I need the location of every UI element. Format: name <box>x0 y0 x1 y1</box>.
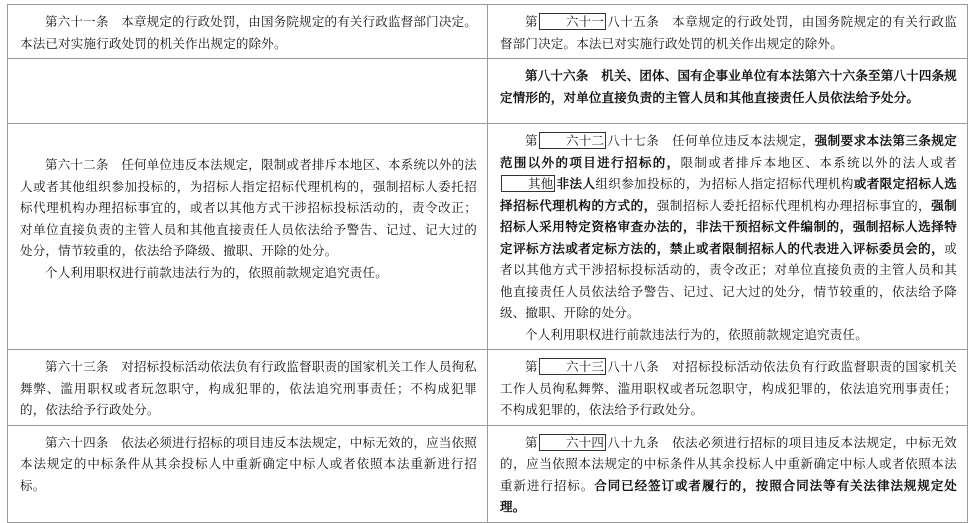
paragraph: 个人利用职权进行前款违法行为的，依照前款规定追究责任。 <box>45 264 388 280</box>
old-article-61 <box>8 5 488 59</box>
table-row <box>8 350 968 426</box>
deleted-article-number: 六十三 <box>539 358 606 375</box>
paragraph <box>500 432 957 518</box>
added-text: 强制招标人采用特定资格审查办法的，非法干预招标文件编制的，强制招标人选择特定评标方法或者定标方法的，禁止或者限制招标人的代表进入评标委员会的， <box>500 197 958 256</box>
new-article-88 <box>488 350 968 426</box>
added-text: 强制要求本法第三条规定范围以外的项目进行招标的， <box>500 133 957 170</box>
paragraph: 第六十一条 本章规定的行政处罚，由国务院规定的有关行政监督部门决定。本法已对实施行政处罚的机关作出规定的除外。 <box>20 14 477 51</box>
new-article-number: 八十八条 <box>607 359 660 374</box>
paragraph: 个人利用职权进行前款违法行为的，依照前款规定追究责任。 <box>525 326 868 342</box>
new-article-86 <box>488 59 968 124</box>
added-text: 或者限定招标人选择招标代理机构的方式的， <box>500 176 957 213</box>
article-prefix: 第 <box>525 359 538 374</box>
table-row <box>8 425 968 522</box>
old-article-63 <box>8 350 488 426</box>
new-article-number: 八十九条 <box>607 434 660 450</box>
paragraph <box>500 11 957 54</box>
old-article-64 <box>8 425 488 522</box>
old-article-62 <box>8 124 488 350</box>
comparison-table <box>7 4 968 523</box>
article-text: 依法必须进行招标的项目违反本法规定，中标无效的，应当依照本法规定的中标条件从其余投标人中重新确定中标人或者依照本法重新进行招标。 <box>500 434 957 493</box>
added-text: 非法人 <box>556 176 596 191</box>
paragraph: 第六十二条 任何单位违反本法规定，限制或者排斥本地区、本系统以外的法人或者其他组织参加投标的，为招标人指定招标代理机构的，强制招标人委托招标代理机构办理招标事宜的，或者以其他方式干涉招标投标活动的，责令改正；对单位直接负责的主管人员和其他直接责任人员依法给予警告、记过、记大过的处分，情节较重的，依法给予降级、撤职、开除的处分。 <box>20 157 477 258</box>
article-text: 强制招标人委托招标代理机构办理招标事宜的， <box>656 197 932 213</box>
article-prefix: 第 <box>525 434 538 450</box>
article-text: 限制或者排斥本地区、本系统以外的法人或者 <box>680 154 957 170</box>
deleted-article-number: 六十二 <box>539 132 606 149</box>
table-row <box>8 59 968 124</box>
added-text: 合同已经签订或者履行的，按照合同法等有关法律法规规定处理。 <box>500 477 957 514</box>
article-text: 任何单位违反本法规定， <box>659 133 815 148</box>
paragraph: 第六十四条 依法必须进行招标的项目违反本法规定，中标无效的，应当依照本法规定的中标条件从其余投标人中重新确定中标人或者依照本法重新进行招标。 <box>20 434 477 493</box>
new-article-number: 八十七条 <box>607 133 660 148</box>
article-text: 或者以其他方式干涉招标投标活动的，责令改正；对单位直接负责的主管人员和其他直接责任人员依法给予警告、记过、记大过的处分，情节较重的，依法给予降级、撤职、开除的处分。 <box>500 240 957 320</box>
paragraph <box>500 356 957 421</box>
deleted-article-number: 六十四 <box>539 434 606 451</box>
new-article-89 <box>488 425 968 522</box>
table-row <box>8 124 968 350</box>
paragraph <box>500 130 957 324</box>
article-text: 组织参加投标的，为招标人指定招标代理机构 <box>595 176 854 191</box>
article-prefix: 第 <box>525 133 538 148</box>
deleted-text: 其他 <box>501 175 555 192</box>
table-row <box>8 5 968 59</box>
article-prefix: 第 <box>525 14 538 29</box>
paragraph: 第六十三条 对招标投标活动依法负有行政监督职责的国家机关工作人员徇私舞弊、滥用职权或者玩忽职守，构成犯罪的，依法追究刑事责任；不构成犯罪的，依法给予行政处分。 <box>20 359 477 417</box>
deleted-article-number: 六十一 <box>539 13 606 30</box>
article-text: 本章规定的行政处罚，由国务院规定的有关行政监督部门决定。本法已对实施行政处罚的机关作出规定的除外。 <box>500 14 957 51</box>
added-article-text: 第八十六条 机关、团体、国有企事业单位有本法第六十六条至第八十四条规定情形的，对单位直接负责的主管人员和其他直接责任人员依法给予处分。 <box>500 68 957 105</box>
article-text: 对招标投标活动依法负有行政监督职责的国家机关工作人员徇私舞弊、滥用职权或者玩忽职守，构成犯罪的，依法追究刑事责任；不构成犯罪的，依法给予行政处分。 <box>500 359 957 417</box>
new-article-number: 八十五条 <box>607 14 660 29</box>
new-article-87 <box>488 124 968 350</box>
new-article-85 <box>488 5 968 59</box>
empty-cell <box>8 59 488 124</box>
